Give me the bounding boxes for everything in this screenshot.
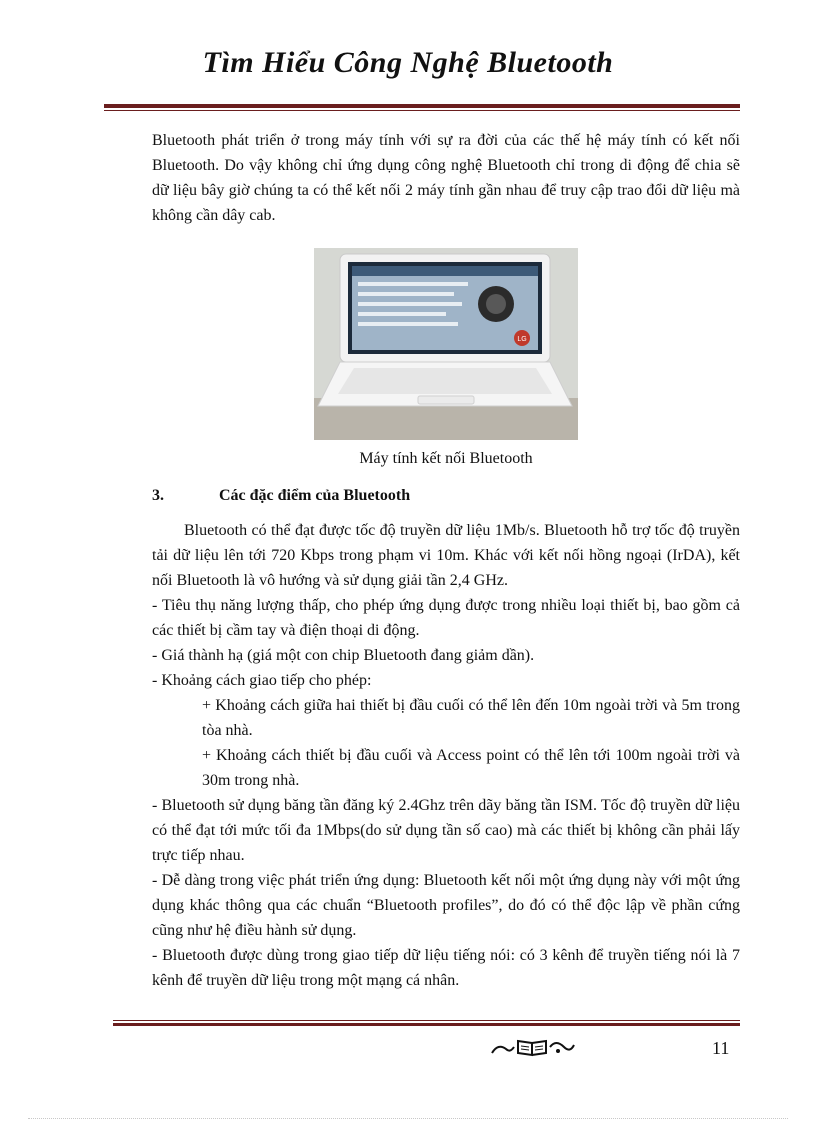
bullet-voice: - Bluetooth được dùng trong giao tiếp dữ liệu tiếng nói: có 3 kênh để truyền tiếng nói là 7 kênh để truyền dữ liệu trong một mạng cá nhân. xyxy=(152,947,740,989)
page-header-title: Tìm Hiểu Công Nghệ Bluetooth xyxy=(202,46,614,79)
sub-bullet-range-10m: + Khoảng cách giữa hai thiết bị đầu cuối có thể lên đến 10m ngoài trời và 5m trong tòa nhà. xyxy=(202,697,740,739)
page-number: 11 xyxy=(712,1038,730,1058)
paragraph-speed: Bluetooth có thể đạt được tốc độ truyền dữ liệu 1Mb/s. Bluetooth hỗ trợ tốc độ truyền tải dữ liệu lên tới 720 Kbps trong phạm vi 10m. Khác với kết nối hồng ngoại (IrDA), kết nối Bluetooth là vô hướng và sử dụng giải tần 2,4 GHz. xyxy=(152,522,740,589)
bullet-band: - Bluetooth sử dụng băng tần đăng ký 2.4Ghz trên dãy băng tần ISM. Tốc độ truyền dữ liệu có thể đạt tới mức tối đa 1Mbps(do sử dụng tần số cao) mà các thiết bị không cần phải lấy trực tiếp nhau. xyxy=(152,797,740,864)
section-title: Các đặc điểm của Bluetooth xyxy=(219,487,411,504)
page-bottom-dotted-line xyxy=(28,1118,788,1119)
figure xyxy=(152,248,740,471)
bullet-cost: - Giá thành hạ (giá một con chip Bluetooth đang giảm dần). xyxy=(152,647,535,664)
header-rule xyxy=(104,104,740,111)
sub-bullet-range-100m: + Khoảng cách thiết bị đầu cuối và Access point có thể lên tới 100m ngoài trời và 30m trong nhà. xyxy=(202,747,740,789)
laptop-photo xyxy=(314,248,578,440)
lg-logo: LG xyxy=(517,336,527,343)
bullet-development: - Dễ dàng trong việc phát triển ứng dụng: Bluetooth kết nối một ứng dụng này với một ứng dụng khác thông qua các chuẩn “Bluetooth profiles”, do đó có thể độc lập về phần cứng cũng như hệ điều hành sử dụng. xyxy=(152,872,740,939)
footer-rule xyxy=(113,1020,740,1026)
laptop-image xyxy=(314,248,578,440)
section-heading xyxy=(152,483,740,508)
bullet-range: - Khoảng cách giao tiếp cho phép: xyxy=(152,672,372,689)
section-number: 3. xyxy=(152,487,164,504)
page-content xyxy=(152,128,740,993)
figure-caption: Máy tính kết nối Bluetooth xyxy=(359,450,533,467)
bullet-power: - Tiêu thụ năng lượng thấp, cho phép ứng dụng được trong nhiều loại thiết bị, bao gồm cả các thiết bị cầm tay và điện thoại di động. xyxy=(152,597,740,639)
intro-paragraph: Bluetooth phát triển ở trong máy tính với sự ra đời của các thế hệ máy tính có kết nối Bluetooth. Do vậy không chỉ ứng dụng công nghệ Bluetooth chỉ trong di động để chia sẽ dữ liệu bây giờ chúng ta có thể kết nối 2 máy tính gần nhau để truy cập trao đổi dữ liệu mà không cần dây cab. xyxy=(152,132,740,224)
book-ornament-icon xyxy=(488,1035,578,1059)
